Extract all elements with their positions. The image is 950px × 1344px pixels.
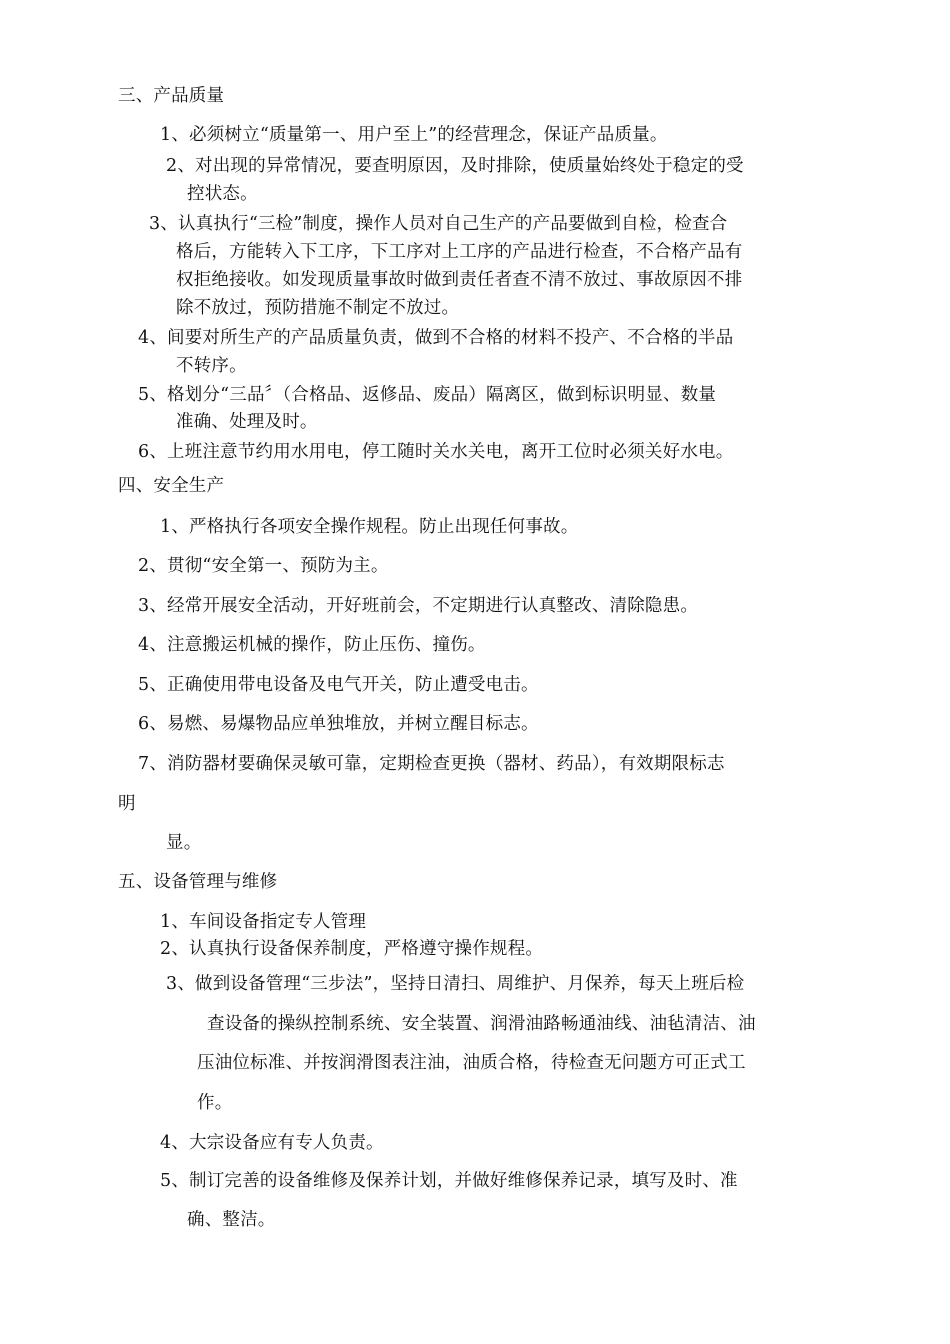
- equipment-item-2: 2、认真执行设备保养制度，严格遵守操作规程。: [160, 939, 544, 959]
- quality-item-3-line-2: 格后，方能转入下工序，下工序对上工序的产品进行检查，不合格产品有: [176, 242, 743, 262]
- safety-item-1: 1、严格执行各项安全操作规程。防止出现任何事故。: [160, 517, 579, 537]
- equipment-item-4: 4、大宗设备应有专人负责。: [160, 1133, 384, 1153]
- equipment-item-3-line-1: 3、做到设备管理“三步法”，坚持日清扫、周维护、月保养，每天上班后检: [166, 974, 745, 994]
- equipment-item-3-line-2: 查设备的操纵控制系统、安全装置、润滑油路畅通油线、油毡清洁、油: [207, 1014, 756, 1034]
- quality-item-2-line-1: 2、对出现的异常情况，要查明原因，及时排除，使质量始终处于稳定的受: [166, 156, 744, 176]
- quality-item-5-line-1: 5、格划分“三品〞（合格品、返修品、废品）隔离区，做到标识明显、数量: [138, 385, 717, 405]
- equipment-item-5-line-2: 确、整洁。: [187, 1210, 276, 1230]
- section-heading-equipment: 五、设备管理与维修: [118, 872, 278, 892]
- quality-item-4-line-1: 4、间要对所生产的产品质量负责，做到不合格的材料不投产、不合格的半品: [138, 328, 734, 348]
- section-heading-safety: 四、安全生产: [118, 476, 225, 496]
- safety-item-4: 4、注意搬运机械的操作，防止压伤、撞伤。: [138, 635, 486, 655]
- equipment-item-1: 1、车间设备指定专人管理: [160, 912, 367, 932]
- safety-item-2: 2、贯彻“安全第一、预防为主。: [138, 556, 389, 576]
- safety-item-5: 5、正确使用带电设备及电气开关，防止遭受电击。: [138, 675, 539, 695]
- quality-item-3-line-1: 3、认真执行“三检”制度，操作人员对自己生产的产品要做到自检，检查合: [149, 214, 728, 234]
- safety-item-6: 6、易燃、易爆物品应单独堆放，并树立醒目标志。: [138, 714, 539, 734]
- safety-item-7-line-2: 明: [118, 794, 136, 814]
- quality-item-3-line-3: 权拒绝接收。如发现质量事故时做到责任者查不清不放过、事故原因不排: [176, 270, 743, 290]
- section-heading-product-quality: 三、产品质量: [118, 86, 225, 106]
- quality-item-5-line-2: 准确、处理及时。: [176, 412, 318, 432]
- equipment-item-3-line-4: 作。: [197, 1093, 233, 1113]
- quality-item-4-line-2: 不转序。: [176, 356, 247, 376]
- quality-item-2-line-2: 控状态。: [187, 184, 258, 204]
- equipment-item-3-line-3: 压油位标准、并按润滑图表注油，油质合格，待检查无问题方可正式工: [197, 1053, 746, 1073]
- safety-item-3: 3、经常开展安全活动，开好班前会，不定期进行认真整改、清除隐患。: [138, 596, 699, 616]
- quality-item-3-line-4: 除不放过，预防措施不制定不放过。: [176, 298, 460, 318]
- quality-item-1: 1、必须树立“质量第一、用户至上”的经营理念，保证产品质量。: [160, 125, 668, 145]
- quality-item-6: 6、上班注意节约用水用电，停工随时关水关电，离开工位时必须关好水电。: [138, 442, 734, 462]
- safety-item-7-line-3: 显。: [166, 833, 202, 853]
- safety-item-7-line-1: 7、消防器材要确保灵敏可靠，定期检查更换（器材、药品），有效期限标志: [138, 754, 725, 774]
- equipment-item-5-line-1: 5、制订完善的设备维修及保养计划，并做好维修保养记录，填写及时、准: [160, 1171, 738, 1191]
